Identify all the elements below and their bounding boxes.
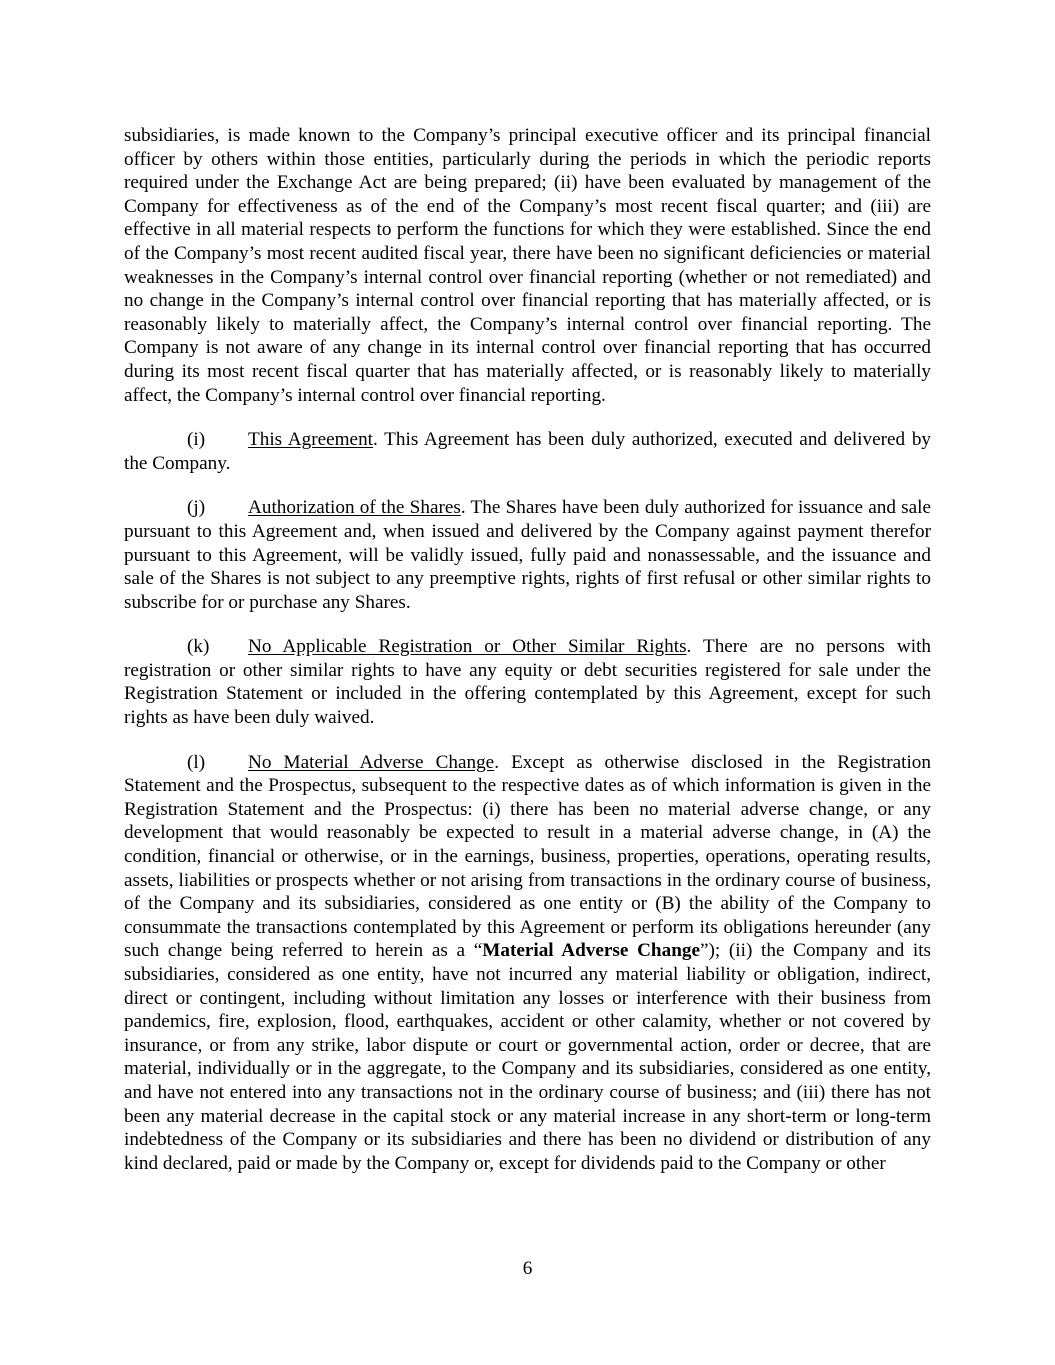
clause-title: This Agreement [248,429,374,451]
clause-body: . This Agreement has been duly authorized, executed and delivered by the Company. [124,429,932,474]
clause-no-material-adverse-change [124,751,931,1176]
clause-title: Authorization of the Shares [248,497,461,519]
intro-paragraph: subsidiaries, is made known to the Company’s principal executive officer and its principal financial officer by others within those entities, particularly during the periods in which the periodic reports required under the Exchange Act are being prepared; (ii) have been evaluated by management of the Company for effectiveness as of the end of the Company’s most recent fiscal quarter; and (iii) are effective in all material respects to perform the functions for which they were established. Since the end of the Company’s most recent audited fiscal year, there have been no significant deficiencies or material weaknesses in the Company’s internal control over financial reporting (whether or not remediated) and no change in the Company’s internal control over financial reporting that has materially affected, or is reasonably likely to materially affect, the Company’s internal control over financial reporting. The Company is not aware of any change in its internal control over financial reporting that has occurred during its most recent fiscal quarter that has materially affected, or is reasonably likely to materially affect, the Company’s internal control over financial reporting. [124,125,931,406]
clause-body: . The Shares have been duly authorized for issuance and sale pursuant to this Agreement and, when issued and delivered by the Company against payment therefor pursuant to this Agreement, will be validly issued, fully paid and nonassessable, and the issuance and sale of the Shares is not subject to any preemptive rights, rights of first refusal or other similar rights to subscribe for or purchase any Shares. [124,497,931,613]
clause-title: No Material Adverse Change [248,751,495,773]
clause-body: . There are no persons with registration or other similar rights to have any equity or debt securities registered for sale under the Registration Statement or included in the offering contemplated by this Agreement, except for such rights as have been duly waived. [124,636,931,729]
clause-body-continued: ”); (ii) the Company and its subsidiaries, considered as one entity, have not incurred any material liability or obligation, indirect, direct or contingent, including without limitation any losses or interference with their business from pandemics, fire, explosion, flood, earthquakes, accident or other calamity, whether or not covered by insurance, or from any strike, labor dispute or court or governmental action, order or decree, that are material, individually or in the aggregate, to the Company and its subsidiaries, considered as one entity, and have not entered into any transactions not in the ordinary course of business; and (iii) there has not been any material decrease in the capital stock or any material increase in any short-term or long-term indebtedness of the Company or its subsidiaries and there has been no dividend or distribution of any kind declared, paid or made by the Company or, except for dividends paid to the Company or other [124,940,931,1174]
clause-no-registration-rights [124,635,931,729]
clause-number: (j) [187,497,206,519]
clause-authorization-of-shares [124,496,931,614]
page-number: 6 [522,1258,533,1279]
clause-number: (k) [187,636,210,658]
clause-number: (i) [187,429,206,451]
clause-number: (l) [187,751,206,773]
clause-title: No Applicable Registration or Other Similar Rights [248,636,687,658]
document-page [124,124,931,1196]
clause-body: . Except as otherwise disclosed in the Registration Statement and the Prospectus, subsequent to the respective dates as of which information is given in the Registration Statement and the Prospectus: (i) there has been no material adverse change, or any development that would reasonably be expected to result in a material adverse change, in (A) the condition, financial or otherwise, or in the earnings, business, properties, operations, operating results, assets, liabilities or prospects whether or not arising from transactions in the ordinary course of business, of the Company and its subsidiaries, considered as one entity or (B) the ability of the Company to consummate the transactions contemplated by this Agreement or perform its obligations hereunder (any such change being referred to herein as a “ [124,751,931,962]
defined-term: Material Adverse Change [482,940,700,962]
clause-this-agreement [124,428,931,475]
